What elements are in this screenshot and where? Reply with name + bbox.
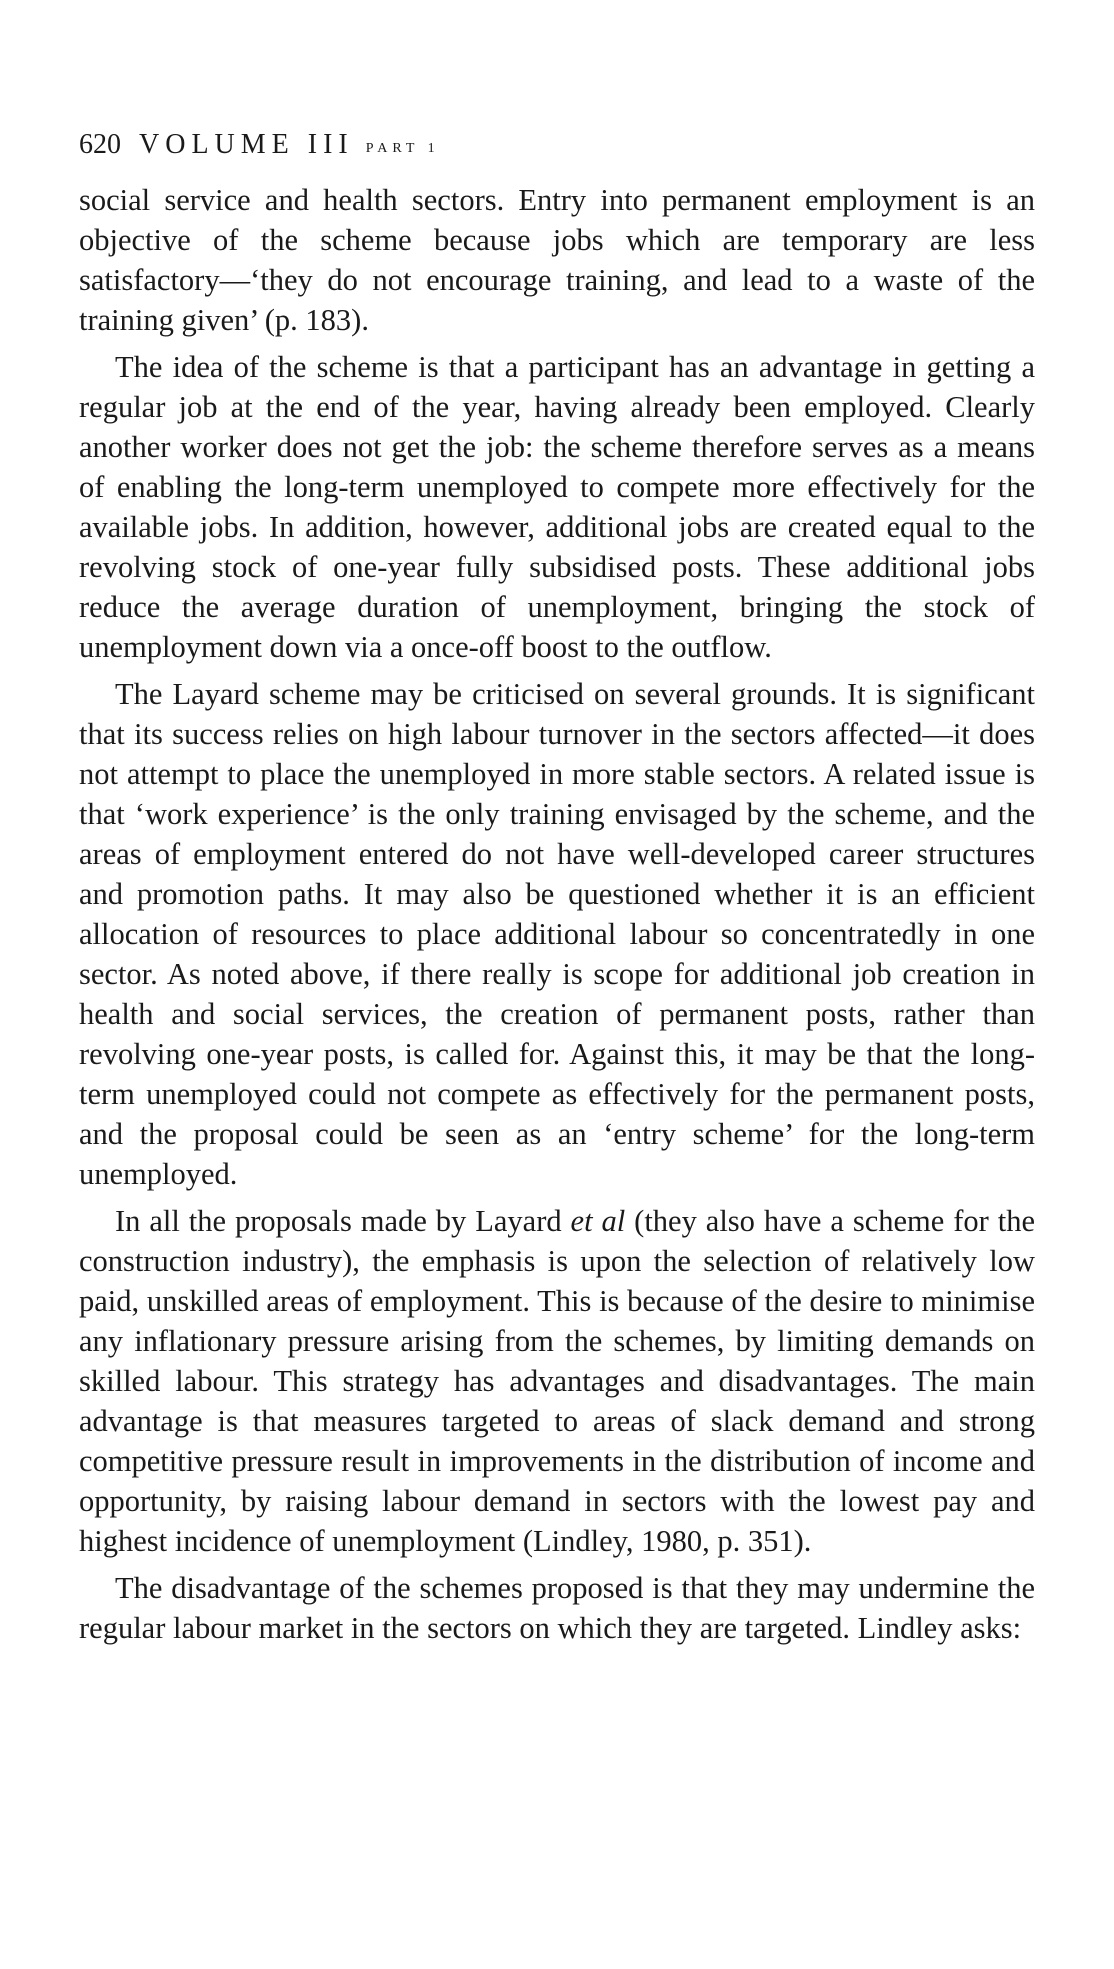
page-number: 620 [79,129,121,160]
paragraph-1: social service and health sectors. Entry into permanent employment is an objective of the scheme because jobs which are temporary are less satisfactory—‘they do not encourage training, and lead to a waste of the training given’ (p. 183). [79,183,1035,337]
paragraph-5: The disadvantage of the schemes proposed is that they may undermine the regular labour market in the sectors on which they are targeted. Lindley asks: [79,1571,1035,1645]
volume-label: VOLUME III [139,129,354,160]
paragraph-2: The idea of the scheme is that a participant has an advantage in getting a regular job at the end of the year, having already been employed. Clearly another worker does not get the job: the scheme therefore serves as a means of enabling the long-term unemployed to compete more effectively for the available jobs. In addition, however, additional jobs are created equal to the revolving stock of one-year fully subsidised posts. These additional jobs reduce the average duration of unemployment, bringing the stock of unemployment down via a once-off boost to the outflow. [79,350,1035,664]
part-label: PART 1 [365,141,440,156]
paragraph-4-lead: In all the proposals made by Layard [115,1204,571,1238]
document-page [79,128,1035,1655]
paragraph-3: The Layard scheme may be criticised on several grounds. It is significant that its success relies on high labour turnover in the sectors affected—it does not attempt to place the unemployed in more stable sectors. A related issue is that ‘work experience’ is the only training envisaged by the scheme, and the areas of employment entered do not have well-developed career structures and promotion paths. It may also be questioned whether it is an efficient allocation of resources to place additional labour so concentratedly in one sector. As noted above, if there really is scope for additional job creation in health and social services, the creation of permanent posts, rather than revolving one-year posts, is called for. Against this, it may be that the long-term unemployed could not compete as effectively for the permanent posts, and the proposal could be seen as an ‘entry scheme’ for the long-term unemployed. [79,677,1035,1191]
paragraph-4-rest: (they also have a scheme for the construction industry), the emphasis is upon the selection of relatively low paid, unskilled areas of employment. This is because of the desire to minimise any inflationary pressure arising from the schemes, by limiting demands on skilled labour. This strategy has advantages and disadvantages. The main advantage is that measures targeted to areas of slack demand and strong competitive pressure result in improvements in the distribution of income and opportunity, by raising labour demand in sectors with the lowest pay and highest incidence of unemployment (Lindley, 1980, p. 351). [79,1204,1035,1558]
paragraph-4 [79,1201,1035,1561]
body-text [79,180,1035,1648]
running-head [79,128,1035,166]
paragraph-4-italic: et al [570,1204,626,1238]
